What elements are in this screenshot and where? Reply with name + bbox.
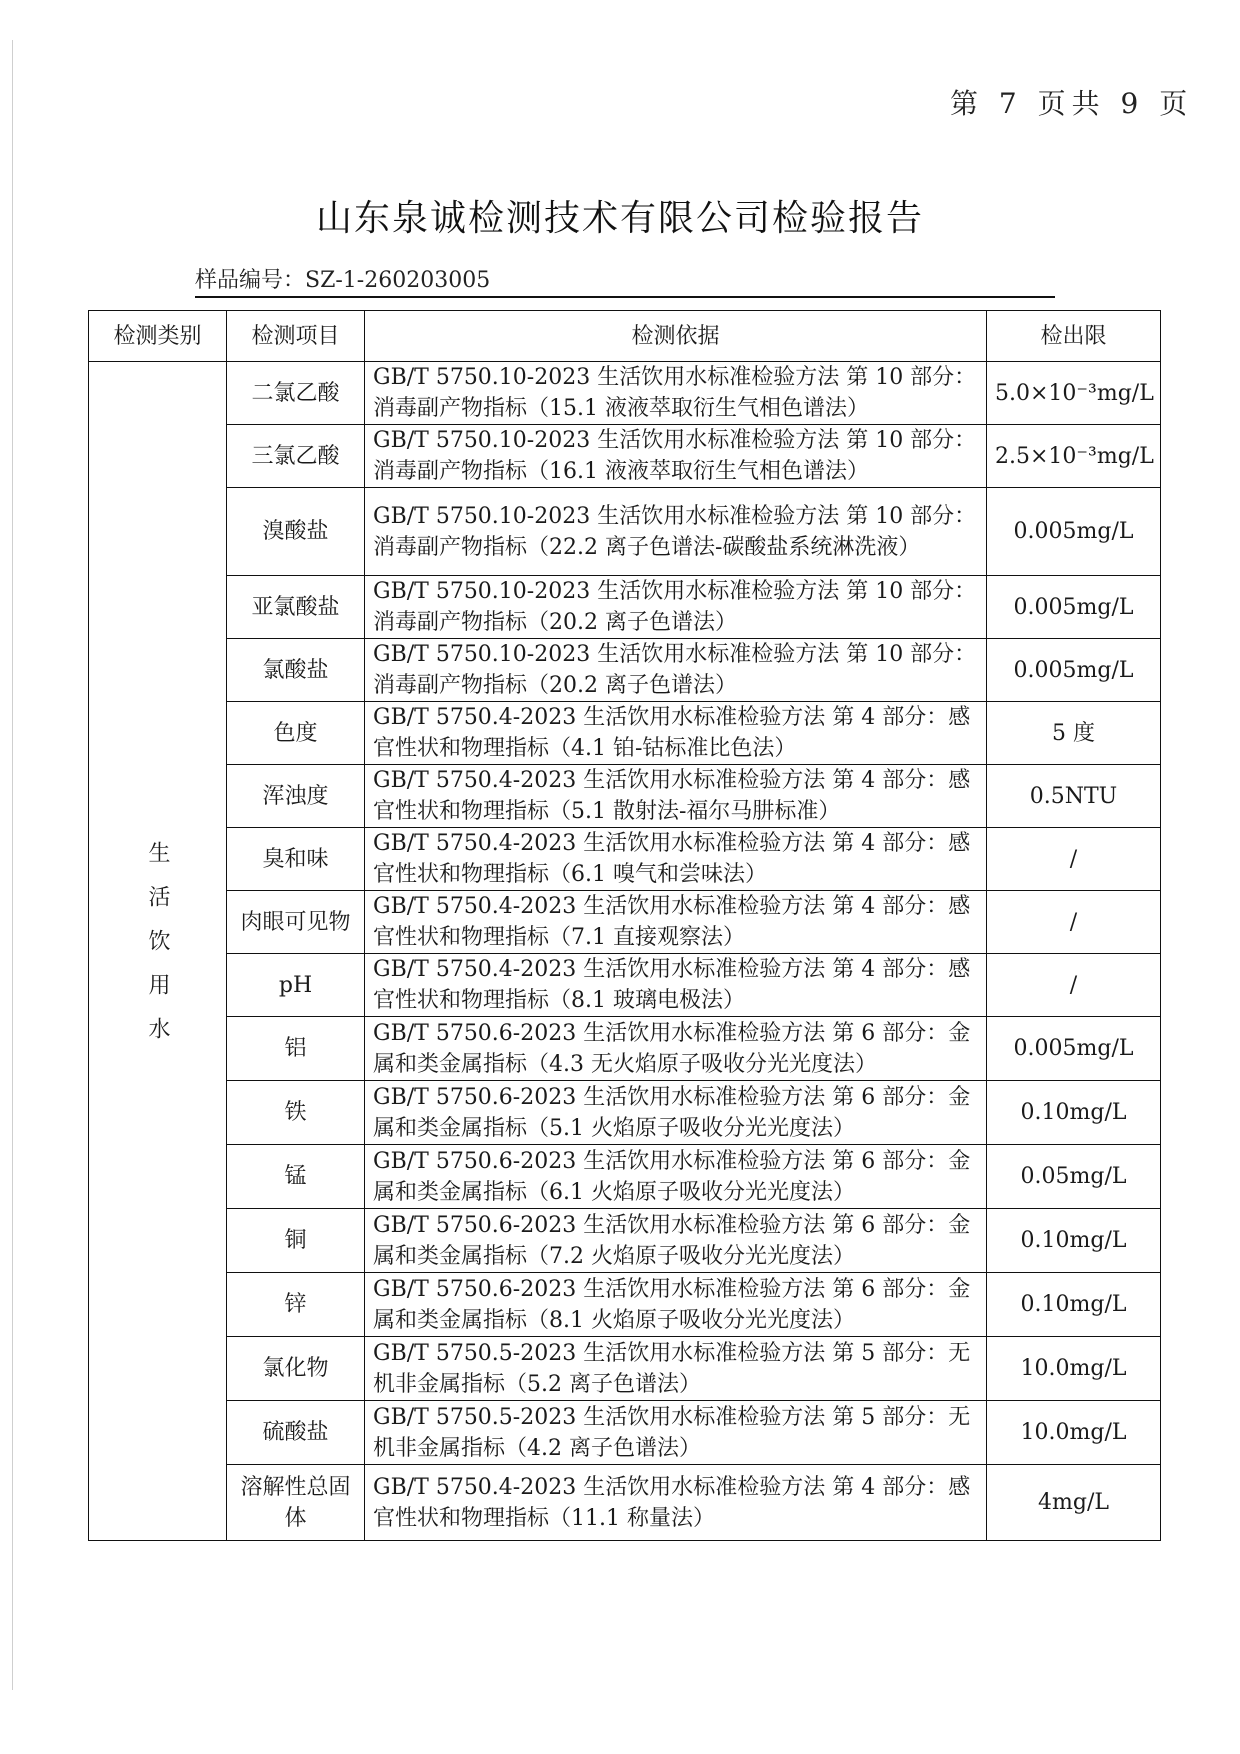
test-basis-cell: GB/T 5750.10-2023 生活饮用水标准检验方法 第 10 部分：消毒副产物指标（22.2 离子色谱法-碳酸盐系统淋洗液） (365, 488, 987, 576)
detection-limit-cell: 0.10mg/L (987, 1273, 1161, 1337)
table-row (89, 954, 1161, 1017)
test-item-cell: 铝 (227, 1017, 365, 1081)
table-row (89, 1273, 1161, 1337)
table-row (89, 362, 1161, 425)
test-basis-cell: GB/T 5750.4-2023 生活饮用水标准检验方法 第 4 部分：感官性状和物理指标（8.1 玻璃电极法） (365, 954, 987, 1017)
detection-limit-cell: 5 度 (987, 702, 1161, 765)
test-report-table (88, 310, 1161, 1541)
test-item-cell: pH (227, 954, 365, 1017)
test-item-cell: 二氯乙酸 (227, 362, 365, 425)
table-row (89, 1145, 1161, 1209)
report-title: 山东泉诚检测技术有限公司检验报告 (315, 198, 924, 239)
test-item-cell: 溶解性总固体 (227, 1465, 365, 1541)
detection-limit-cell: 0.10mg/L (987, 1209, 1161, 1273)
category-cell: 生活饮用水 (89, 362, 227, 1541)
table-row (89, 1465, 1161, 1541)
test-item-cell: 浑浊度 (227, 765, 365, 828)
test-item-cell: 亚氯酸盐 (227, 576, 365, 639)
detection-limit-cell: 0.005mg/L (987, 1017, 1161, 1081)
test-basis-cell: GB/T 5750.4-2023 生活饮用水标准检验方法 第 4 部分：感官性状和物理指标（7.1 直接观察法） (365, 891, 987, 954)
table-row (89, 1017, 1161, 1081)
test-basis-cell: GB/T 5750.4-2023 生活饮用水标准检验方法 第 4 部分：感官性状和物理指标（5.1 散射法-福尔马肼标准） (365, 765, 987, 828)
detection-limit-cell: 2.5×10⁻³mg/L (987, 425, 1161, 488)
detection-limit-cell: 0.10mg/L (987, 1081, 1161, 1145)
detection-limit-cell: 10.0mg/L (987, 1337, 1161, 1401)
test-basis-cell: GB/T 5750.4-2023 生活饮用水标准检验方法 第 4 部分：感官性状和物理指标（11.1 称量法） (365, 1465, 987, 1541)
table-header-row (89, 311, 1161, 362)
test-item-cell: 铜 (227, 1209, 365, 1273)
test-basis-cell: GB/T 5750.4-2023 生活饮用水标准检验方法 第 4 部分：感官性状和物理指标（6.1 嗅气和尝味法） (365, 828, 987, 891)
sample-number: 样品编号：SZ-1-260203005 (195, 263, 1055, 298)
test-basis-cell: GB/T 5750.6-2023 生活饮用水标准检验方法 第 6 部分：金属和类金属指标（8.1 火焰原子吸收分光光度法） (365, 1273, 987, 1337)
test-item-cell: 硫酸盐 (227, 1401, 365, 1465)
table-row (89, 1209, 1161, 1273)
test-basis-cell: GB/T 5750.6-2023 生活饮用水标准检验方法 第 6 部分：金属和类金属指标（5.1 火焰原子吸收分光光度法） (365, 1081, 987, 1145)
detection-limit-cell: 0.005mg/L (987, 488, 1161, 576)
detection-limit-cell: 0.005mg/L (987, 639, 1161, 702)
test-item-cell: 锌 (227, 1273, 365, 1337)
test-basis-cell: GB/T 5750.6-2023 生活饮用水标准检验方法 第 6 部分：金属和类金属指标（6.1 火焰原子吸收分光光度法） (365, 1145, 987, 1209)
table-row (89, 639, 1161, 702)
test-basis-cell: GB/T 5750.10-2023 生活饮用水标准检验方法 第 10 部分：消毒副产物指标（20.2 离子色谱法） (365, 639, 987, 702)
table-row (89, 1337, 1161, 1401)
column-header-basis: 检测依据 (365, 311, 987, 362)
test-basis-cell: GB/T 5750.10-2023 生活饮用水标准检验方法 第 10 部分：消毒副产物指标（16.1 液液萃取衍生气相色谱法） (365, 425, 987, 488)
test-item-cell: 三氯乙酸 (227, 425, 365, 488)
table-row (89, 1081, 1161, 1145)
detection-limit-cell: 0.05mg/L (987, 1145, 1161, 1209)
table-row (89, 891, 1161, 954)
table-row (89, 425, 1161, 488)
detection-limit-cell: 10.0mg/L (987, 1401, 1161, 1465)
table-row (89, 1401, 1161, 1465)
table-body (89, 362, 1161, 1541)
scan-edge-line (12, 40, 13, 1690)
table-row (89, 488, 1161, 576)
detection-limit-cell: / (987, 828, 1161, 891)
seal-edge-stamp (1215, 865, 1235, 1065)
test-basis-cell: GB/T 5750.6-2023 生活饮用水标准检验方法 第 6 部分：金属和类金属指标（4.3 无火焰原子吸收分光光度法） (365, 1017, 987, 1081)
test-item-cell: 锰 (227, 1145, 365, 1209)
test-basis-cell: GB/T 5750.6-2023 生活饮用水标准检验方法 第 6 部分：金属和类金属指标（7.2 火焰原子吸收分光光度法） (365, 1209, 987, 1273)
detection-limit-cell: 0.5NTU (987, 765, 1161, 828)
table-row (89, 702, 1161, 765)
table-row (89, 576, 1161, 639)
test-basis-cell: GB/T 5750.4-2023 生活饮用水标准检验方法 第 4 部分：感官性状和物理指标（4.1 铂-钴标准比色法） (365, 702, 987, 765)
detection-limit-cell: 5.0×10⁻³mg/L (987, 362, 1161, 425)
test-basis-cell: GB/T 5750.5-2023 生活饮用水标准检验方法 第 5 部分：无机非金属指标（4.2 离子色谱法） (365, 1401, 987, 1465)
test-basis-cell: GB/T 5750.10-2023 生活饮用水标准检验方法 第 10 部分：消毒副产物指标（15.1 液液萃取衍生气相色谱法） (365, 362, 987, 425)
detection-limit-cell: 0.005mg/L (987, 576, 1161, 639)
detection-limit-cell: / (987, 891, 1161, 954)
detection-limit-cell: / (987, 954, 1161, 1017)
detection-limit-cell: 4mg/L (987, 1465, 1161, 1541)
table-row (89, 828, 1161, 891)
test-item-cell: 氯酸盐 (227, 639, 365, 702)
page-number: 第 7 页共 9 页 (950, 87, 1194, 120)
table-row (89, 765, 1161, 828)
column-header-item: 检测项目 (227, 311, 365, 362)
test-item-cell: 溴酸盐 (227, 488, 365, 576)
test-item-cell: 铁 (227, 1081, 365, 1145)
test-basis-cell: GB/T 5750.5-2023 生活饮用水标准检验方法 第 5 部分：无机非金属指标（5.2 离子色谱法） (365, 1337, 987, 1401)
test-item-cell: 氯化物 (227, 1337, 365, 1401)
column-header-category: 检测类别 (89, 311, 227, 362)
column-header-limit: 检出限 (987, 311, 1161, 362)
test-basis-cell: GB/T 5750.10-2023 生活饮用水标准检验方法 第 10 部分：消毒副产物指标（20.2 离子色谱法） (365, 576, 987, 639)
test-item-cell: 肉眼可见物 (227, 891, 365, 954)
test-item-cell: 臭和味 (227, 828, 365, 891)
test-item-cell: 色度 (227, 702, 365, 765)
